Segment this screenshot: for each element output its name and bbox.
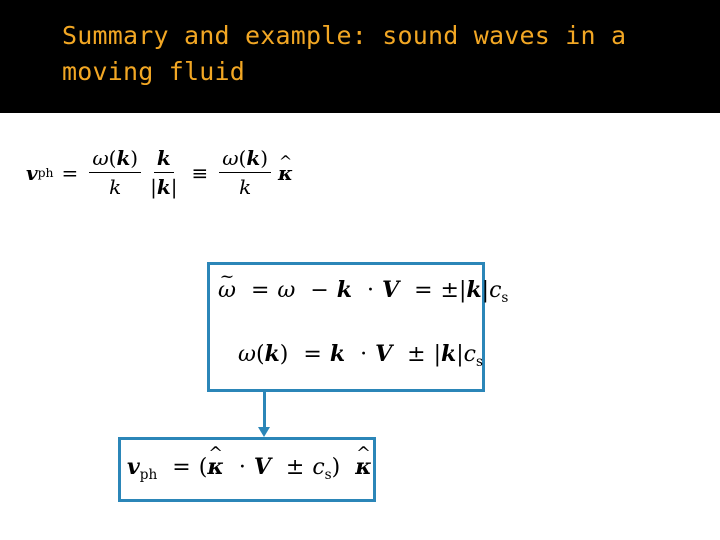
arrow-shaft <box>263 389 266 429</box>
equation-doppler-relation: ~ $\omega = \omega - k \cdot V = \pm|k|c_s$ <box>218 277 508 306</box>
title-bar <box>0 0 720 113</box>
arrow-down-icon <box>258 427 270 437</box>
equation-phase-velocity: v ph = $\frac{\omega(k)}{k}$ $\frac{k}{|k|}$ ≡ $\frac{\omega(k)}{k}$ ^ κ <box>26 146 293 199</box>
equation-result: $v_{ph}$ = (^ $\kappa \cdot V \pm c_s$) ^ κ <box>127 454 372 483</box>
dispersion-box <box>207 262 509 392</box>
equation-dispersion: $\omega(k) = k \cdot V \pm |k|c_s$ <box>238 341 483 370</box>
slide-title: Summary and example: sound waves in a moving fluid <box>62 21 627 86</box>
result-box <box>118 437 376 502</box>
